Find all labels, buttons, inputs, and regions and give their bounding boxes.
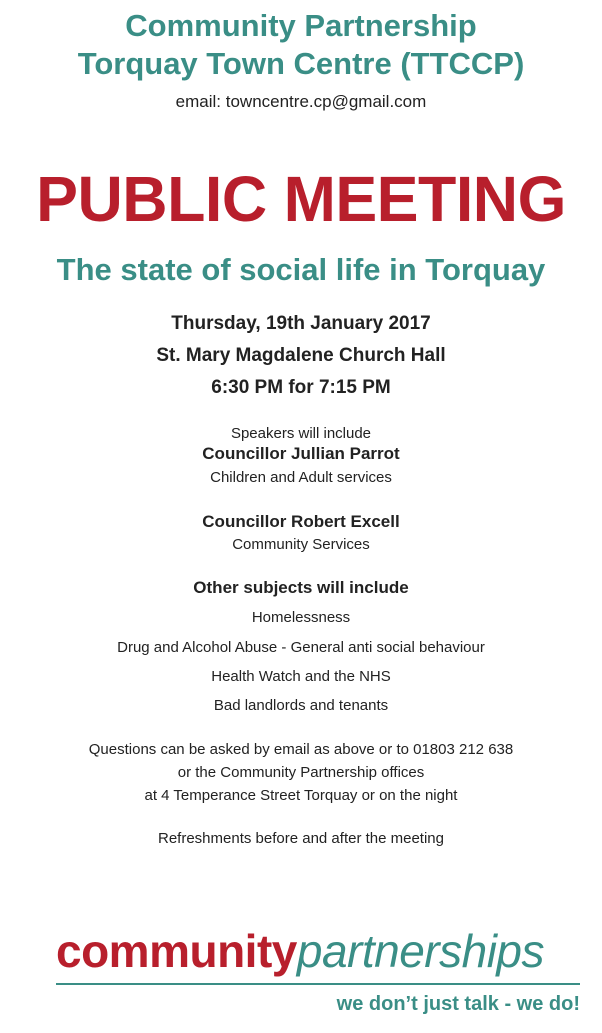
questions-line: Questions can be asked by email as above or to 01803 212 638 xyxy=(88,741,514,758)
org-name-line2: Torquay Town Centre (TTCCP) xyxy=(77,46,525,81)
event-date: Thursday, 19th January 2017 xyxy=(171,313,431,334)
subtitle: The state of social life in Torquay xyxy=(56,252,546,287)
logo-word-community: community xyxy=(56,925,297,977)
subjects-heading: Other subjects will include xyxy=(193,578,409,597)
headline: PUBLIC MEETING xyxy=(36,163,566,235)
questions-line: or the Community Partnership offices xyxy=(177,764,425,781)
community-partnerships-logo xyxy=(56,925,544,977)
questions-line: at 4 Temperance Street Torquay or on the night xyxy=(144,787,458,804)
refreshments-note: Refreshments before and after the meeting xyxy=(158,830,444,847)
contact-email: email: towncentre.cp@gmail.com xyxy=(175,92,427,111)
event-venue: St. Mary Magdalene Church Hall xyxy=(156,345,446,366)
speaker-name: Councillor Jullian Parrot xyxy=(202,444,400,463)
speaker-name: Councillor Robert Excell xyxy=(202,512,400,531)
logo-divider xyxy=(56,983,580,985)
event-time: 6:30 PM for 7:15 PM xyxy=(211,377,391,398)
tagline: we don’t just talk - we do! xyxy=(336,993,580,1015)
subject-item: Health Watch and the NHS xyxy=(211,668,391,685)
subject-item: Bad landlords and tenants xyxy=(213,697,389,714)
subject-item: Drug and Alcohol Abuse - General anti social behaviour xyxy=(117,639,485,656)
subject-item: Homelessness xyxy=(251,609,351,626)
speakers-intro: Speakers will include xyxy=(230,425,372,442)
logo-word-partnerships: partnerships xyxy=(296,925,545,977)
org-name-line1: Community Partnership xyxy=(125,8,477,43)
speaker-role: Children and Adult services xyxy=(210,469,392,486)
speaker-role: Community Services xyxy=(232,536,370,553)
